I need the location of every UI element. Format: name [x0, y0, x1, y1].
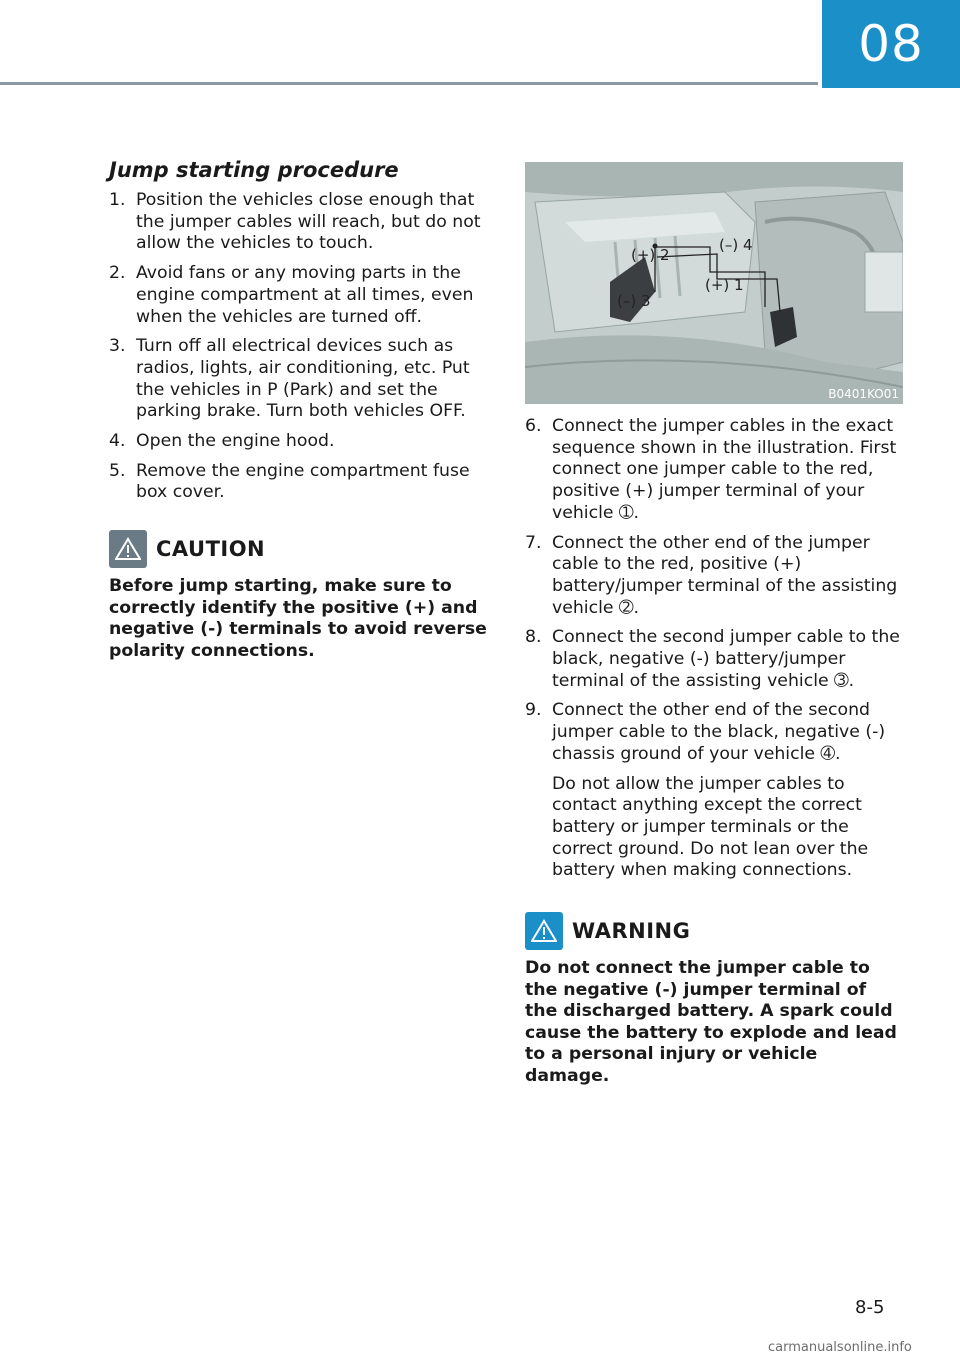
step-item: 9. Connect the other end of the second jumper cable to the black, negative (-) chassis ground of your vehicle ➃. Do not allow the jumper cables to contact anything except the correct battery or jumper terminals or the correct ground. Do not lean over the battery when making connections. [525, 700, 903, 882]
warning-triangle-icon [525, 912, 563, 950]
step-item: 5. Remove the engine compartment fuse box cover. [109, 460, 470, 503]
step-text: Open the engine hood. [136, 431, 335, 452]
step-item: 3. Turn off all electrical devices such as radios, lights, air conditioning, etc. Put the vehicles in P (Park) and set the parking brake. Turn both vehicles OFF. [109, 336, 470, 422]
step-item: 4. Open the engine hood. [109, 431, 335, 452]
right-column [525, 162, 903, 1087]
step-text: Turn off all electrical devices such as radios, lights, air conditioning, etc. Put the vehicles in P (Park) and set the parking brake. Turn both vehicles OFF. [136, 336, 470, 422]
step-item: 6. Connect the jumper cables in the exact sequence shown in the illustration. First connect one jumper cable to the red, positive (+) jumper terminal of your vehicle ➀. [525, 416, 897, 523]
figure-label-4: (–) 4 [719, 236, 753, 254]
step-item: 7. Connect the other end of the jumper cable to the red, positive (+) battery/jumper terminal of the assisting vehicle ➁. [525, 532, 898, 618]
step-text: Remove the engine compartment fuse box cover. [136, 460, 470, 503]
caution-title: CAUTION [156, 537, 266, 562]
step-item: 1. Position the vehicles close enough that the jumper cables will reach, but do not allow the vehicles to touch. [109, 190, 481, 254]
figure-label-3: (–) 3 [617, 292, 651, 310]
figure-label-1: (+) 1 [705, 276, 744, 294]
header-rule [0, 82, 818, 85]
steps-list-left [109, 190, 489, 504]
step-text: Avoid fans or any moving parts in the engine compartment at all times, even when the vehicles are turned off. [136, 263, 474, 327]
warning-title: WARNING [572, 919, 691, 944]
step-text: Connect the other end of the second jumper cable to the black, negative (-) chassis ground of your vehicle ➃. [552, 700, 886, 764]
chapter-number: 08 [858, 15, 924, 73]
figure-label-2: (+) 2 [631, 246, 670, 264]
engine-bay-illustration [525, 162, 903, 404]
step-item: 8. Connect the second jumper cable to the black, negative (-) battery/jumper terminal of the assisting vehicle ➂. [525, 627, 900, 691]
caution-box [109, 530, 489, 662]
figure-code: B0401KO01 [828, 387, 899, 401]
step-text: Position the vehicles close enough that the jumper cables will reach, but do not allow the vehicles to touch. [136, 190, 481, 254]
page-number: 8-5 [855, 1297, 885, 1318]
steps-list-right [525, 416, 903, 882]
warning-text: Do not connect the jumper cable to the negative (-) jumper terminal of the discharged battery. A spark could cause the battery to explode and lead to a personal injury or vehicle damage. [525, 958, 897, 1086]
step-text: Connect the other end of the jumper cable to the red, positive (+) battery/jumper terminal of the assisting vehicle ➁. [552, 532, 898, 618]
warning-triangle-icon [109, 530, 147, 568]
section-title: Jump starting procedure [109, 158, 399, 182]
step-note: Do not allow the jumper cables to contact anything except the correct battery or jumper terminals or the correct ground. Do not lean over the battery when making connections. [552, 773, 869, 881]
warning-box [525, 912, 903, 1087]
left-column [109, 158, 489, 662]
caution-header [109, 530, 489, 568]
chapter-tab [822, 0, 960, 88]
step-item: 2. Avoid fans or any moving parts in the engine compartment at all times, even when the vehicles are turned off. [109, 263, 474, 327]
caution-text: Before jump starting, make sure to correctly identify the positive (+) and negative (-) terminals to avoid reverse polarity connections. [109, 576, 487, 661]
step-text: Connect the jumper cables in the exact sequence shown in the illustration. First connect one jumper cable to the red, positive (+) jumper terminal of your vehicle ➀. [552, 416, 897, 523]
watermark: carmanualsonline.info [768, 1340, 912, 1355]
step-text: Connect the second jumper cable to the black, negative (-) battery/jumper terminal of the assisting vehicle ➂. [552, 627, 900, 691]
warning-header [525, 912, 903, 950]
